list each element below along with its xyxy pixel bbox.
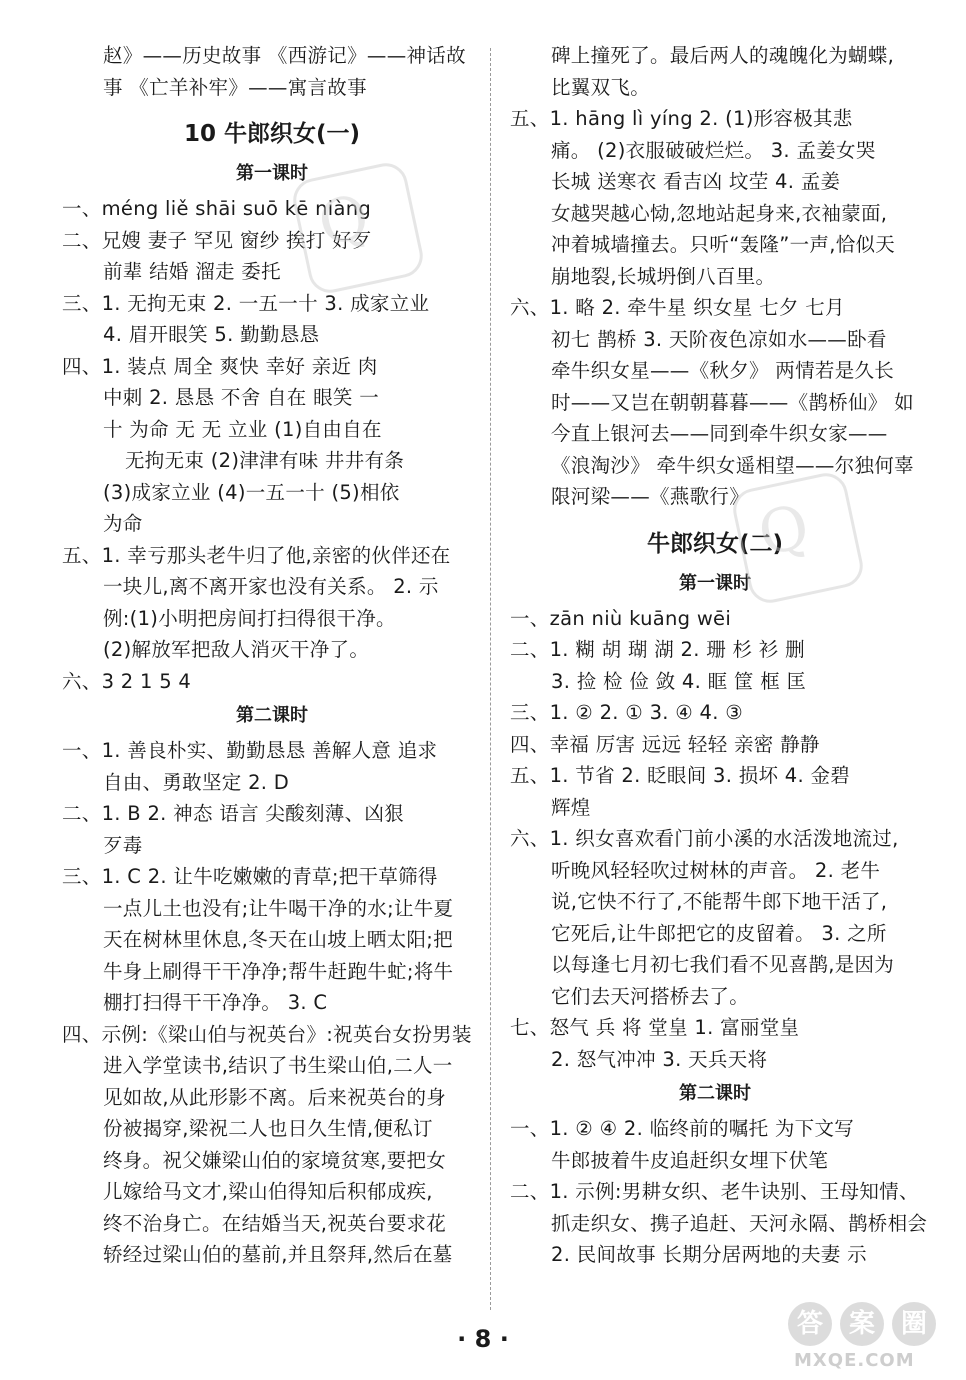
answer-line: 一、1. ② ④ 2. 临终前的嘱托 为下文写 [510, 1117, 855, 1140]
answer-line: 份被揭穿,梁祝二人也日久生情,便私订 [103, 1117, 433, 1140]
lesson-title: 10 牛郎织女(一) [183, 121, 361, 147]
answer-line: 今直上银河去——同到牵牛织女家—— [551, 422, 888, 445]
answer-line: 它死后,让牛郎把它的皮留着。 3. 之所 [551, 921, 887, 945]
answer-line: 六、1. 略 2. 牵牛星 织女星 七夕 七月 [510, 296, 845, 319]
answer-line: 终不治身亡。在结婚当天,祝英台要求花 [103, 1211, 447, 1235]
answer-line: 一、1. 善良朴实、勤勤恳恳 善解人意 追求 [62, 739, 438, 762]
answer-line: 二、1. 糊 胡 瑚 湖 2. 珊 杉 衫 删 [510, 638, 805, 661]
answer-line: 长城 送寒衣 看吉凶 坟茔 4. 孟姜 [551, 170, 841, 193]
answer-line: 赵》——历史故事 《西游记》——神话故 [103, 44, 466, 67]
answer-line: 前辈 结婚 溜走 委托 [103, 260, 281, 283]
answer-line: 三、1. ② 2. ① 3. ④ 4. ③ [510, 701, 744, 724]
section-title: 第二课时 [679, 1083, 751, 1104]
answer-line: 听晚风轻轻吹过树林的声音。 2. 老牛 [551, 858, 881, 882]
answer-line: 辉煌 [551, 795, 591, 819]
answer-line: 五、1. 节省 2. 眨眼间 3. 损坏 4. 金碧 [510, 764, 851, 787]
answer-line: 痛。 (2)衣服破破烂烂。 3. 孟姜女哭 [551, 138, 876, 162]
answer-line: 抓走织女、携子追赶、天河永隔、鹊桥相会 [551, 1211, 928, 1235]
answer-line: 为命 [103, 512, 143, 535]
faint-stamp-logo: Q [289, 159, 427, 297]
column-divider [490, 48, 491, 1310]
answer-line: (2)解放军把敌人消灭干净了。 [103, 638, 370, 661]
answer-line: 碑上撞死了。最后两人的魂魄化为蝴蝶, [551, 44, 895, 67]
answer-line: 终身。祝父嫌梁山伯的家境贫寒,要把女 [103, 1148, 447, 1172]
section-title: 第二课时 [236, 705, 308, 726]
watermark-circle-icon: 答 [788, 1302, 832, 1346]
answer-line: 时——又岂在朝朝暮暮——《鹊桥仙》 如 [551, 390, 914, 414]
answer-line: 五、1. hāng lì yíng 2. (1)形容极其悲 [510, 107, 853, 130]
answer-line: 牛身上刷得干干净净;帮牛赶跑牛虻;将牛 [103, 959, 454, 983]
answer-line: 一块儿,离不离开家也没有关系。 2. 示 [103, 575, 439, 598]
answer-line: 棚打扫得干干净净。 3. C [103, 991, 328, 1014]
left-column [62, 40, 482, 1271]
answer-line: 牛郎披着牛皮追赶织女埋下伏笔 [551, 1148, 829, 1172]
answer-line: 事 《亡羊补牢》——寓言故事 [103, 75, 367, 99]
answer-line: 见如故,从此形影不离。后来祝英台的身 [103, 1085, 447, 1109]
answer-line: 中刺 2. 恳恳 不舍 自在 眼笑 一 [103, 386, 379, 409]
page-number: · 8 · [457, 1325, 509, 1353]
answer-line: 无拘无束 (2)津津有味 井井有条 [125, 449, 405, 472]
answer-line: 四、示例:《梁山伯与祝英台》:祝英台女扮男装 [62, 1022, 472, 1046]
answer-line: 二、兄嫂 妻子 罕见 窗纱 挨打 好歹 [62, 228, 372, 252]
answer-line: 天在树林里休息,冬天在山坡上晒太阳;把 [103, 928, 453, 951]
answer-line: 三、1. C 2. 让牛吃嫩嫩的青草;把干草筛得 [62, 865, 438, 888]
answer-line: 冲着城墙撞去。只听“轰隆”一声,恰似天 [551, 233, 896, 256]
answer-line: 2. 怒气冲冲 3. 天兵天将 [551, 1047, 768, 1071]
watermark-circle-icon: 案 [840, 1302, 884, 1346]
watermark-circle-icon: 圈 [892, 1302, 936, 1346]
answer-line: 轿经过梁山伯的墓前,并且祭拜,然后在墓 [103, 1243, 453, 1266]
answer-line: 十 为命 无 无 立业 (1)自由自在 [103, 417, 382, 441]
answer-line: 一点儿土也没有;让牛喝干净的水;让牛夏 [103, 896, 454, 920]
answer-line: 二、1. 示例:男耕女织、老牛诀别、王母知情、 [510, 1180, 919, 1203]
answer-line: 2. 民间故事 长期分居两地的夫妻 示 [551, 1243, 867, 1266]
answer-line: 六、1. 织女喜欢看门前小溪的水活泼地流过, [510, 827, 899, 850]
faint-stamp-logo: Q [729, 469, 867, 607]
watermark-logo [780, 1300, 960, 1376]
answer-line: 三、1. 无拘无束 2. 一五一十 3. 成家立业 [62, 291, 430, 315]
answer-line: 七、怒气 兵 将 堂皇 1. 富丽堂皇 [510, 1016, 800, 1039]
answer-line: 二、1. B 2. 神态 语言 尖酸刻薄、凶狠 [62, 802, 404, 825]
answer-line: 说,它快不行了,不能帮牛郎下地干活了, [551, 890, 888, 913]
answer-line: 四、幸福 厉害 远远 轻轻 亲密 静静 [510, 732, 820, 756]
answer-line: 限河梁——《燕歌行》 [551, 485, 749, 508]
answer-line: 一、méng liě shāi suō kē niàng [62, 197, 372, 220]
right-column [510, 40, 928, 1271]
answer-line: 崩地裂,长城坍倒八百里。 [551, 264, 776, 288]
section-title: 第一课时 [679, 572, 751, 594]
answer-line: 初七 鹊桥 3. 天阶夜色凉如水——卧看 [551, 327, 887, 351]
lesson-title: 牛郎织女(二) [646, 530, 784, 557]
watermark-site: MXQE.COM [794, 1350, 915, 1371]
answer-line: 3. 捡 检 俭 敛 4. 眶 筐 框 匡 [551, 669, 807, 693]
answer-line: 自由、勇敢坚定 2. D [103, 770, 290, 794]
section-title: 第一课时 [236, 163, 308, 184]
answer-line: 《浪淘沙》 牵牛织女遥相望——尔独何辜 [551, 453, 914, 477]
answer-line: 五、1. 幸亏那头老牛归了他,亲密的伙伴还在 [62, 543, 451, 567]
answer-line: 歹毒 [103, 833, 143, 857]
answer-line: 例:(1)小明把房间打扫得很干净。 [103, 606, 396, 630]
answer-line: (3)成家立业 (4)一五一十 (5)相依 [103, 480, 400, 504]
answer-line: 它们去天河搭桥去了。 [551, 984, 750, 1008]
answer-line: 儿嫁给马文才,梁山伯得知后积郁成疾, [103, 1180, 433, 1203]
answer-line: 牵牛织女星——《秋夕》 两情若是久长 [551, 359, 895, 382]
answer-line: 4. 眉开眼笑 5. 勤勤恳恳 [103, 323, 320, 346]
answer-line: 进入学堂读书,结识了书生梁山伯,二人一 [103, 1054, 453, 1077]
answer-line: 四、1. 装点 周全 爽快 幸好 亲近 肉 [62, 354, 378, 378]
answer-line: 女越哭越心恸,忽地站起身来,衣袖蒙面, [551, 201, 888, 225]
answer-line: 比翼双飞。 [551, 75, 651, 99]
answer-line: 六、3 2 1 5 4 [62, 669, 192, 693]
answer-line: 一、zān niù kuāng wēi [510, 606, 732, 630]
answer-line: 以每逢七月初七我们看不见喜鹊,是因为 [551, 953, 895, 976]
